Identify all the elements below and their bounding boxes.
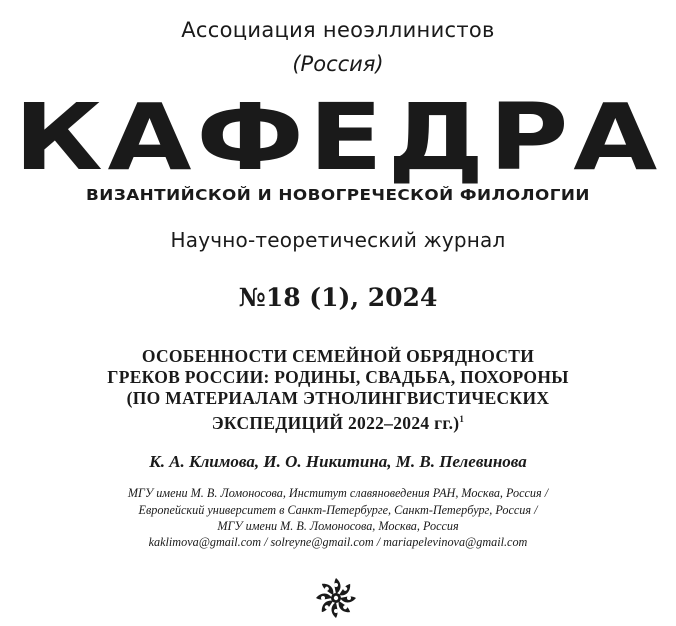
issue-number: №18 (1), 2024 bbox=[238, 283, 438, 312]
article-title-line: ГРЕКОВ РОССИИ: РОДИНЫ, СВАДЬБА, ПОХОРОНЫ bbox=[107, 367, 569, 387]
association-name: Ассоциация неоэллинистов bbox=[181, 18, 495, 42]
article-title-line bbox=[0, 409, 676, 434]
journal-subtitle: ВИЗАНТИЙСКОЙ И НОВОГРЕЧЕСКОЙ ФИЛОЛОГИИ bbox=[86, 186, 590, 204]
affiliation-line: Европейский университет в Санкт-Петербурге, Санкт-Петербург, Россия / bbox=[138, 502, 538, 517]
affiliation-line: МГУ имени М. В. Ломоносова, Институт славяноведения РАН, Москва, Россия / bbox=[127, 486, 549, 500]
article-authors: К. А. Климова, И. О. Никитина, М. В. Пелевинова bbox=[149, 452, 527, 471]
article-title-line-text: ЭКСПЕДИЦИЙ 2022–2024 гг.) bbox=[211, 413, 460, 433]
association-country: (Россия) bbox=[292, 52, 384, 76]
affiliation-line: МГУ имени М. В. Ломоносова, Москва, Россия bbox=[217, 519, 459, 533]
author-affiliations bbox=[0, 485, 676, 535]
article-title-line: (ПО МАТЕРИАЛАМ ЭТНОЛИНГВИСТИЧЕСКИХ bbox=[126, 388, 550, 408]
journal-masthead: КАФЕДРА bbox=[14, 84, 662, 191]
journal-type: Научно-теоретический журнал bbox=[170, 228, 506, 252]
article-title bbox=[0, 346, 676, 434]
footnote-mark: 1 bbox=[459, 414, 465, 424]
rosette-ornament-icon bbox=[314, 576, 358, 620]
article-title-line: ОСОБЕННОСТИ СЕМЕЙНОЙ ОБРЯДНОСТИ bbox=[141, 346, 535, 366]
author-emails: kaklimova@gmail.com / solreyne@gmail.com / mariapelevinova@gmail.com bbox=[148, 535, 528, 549]
